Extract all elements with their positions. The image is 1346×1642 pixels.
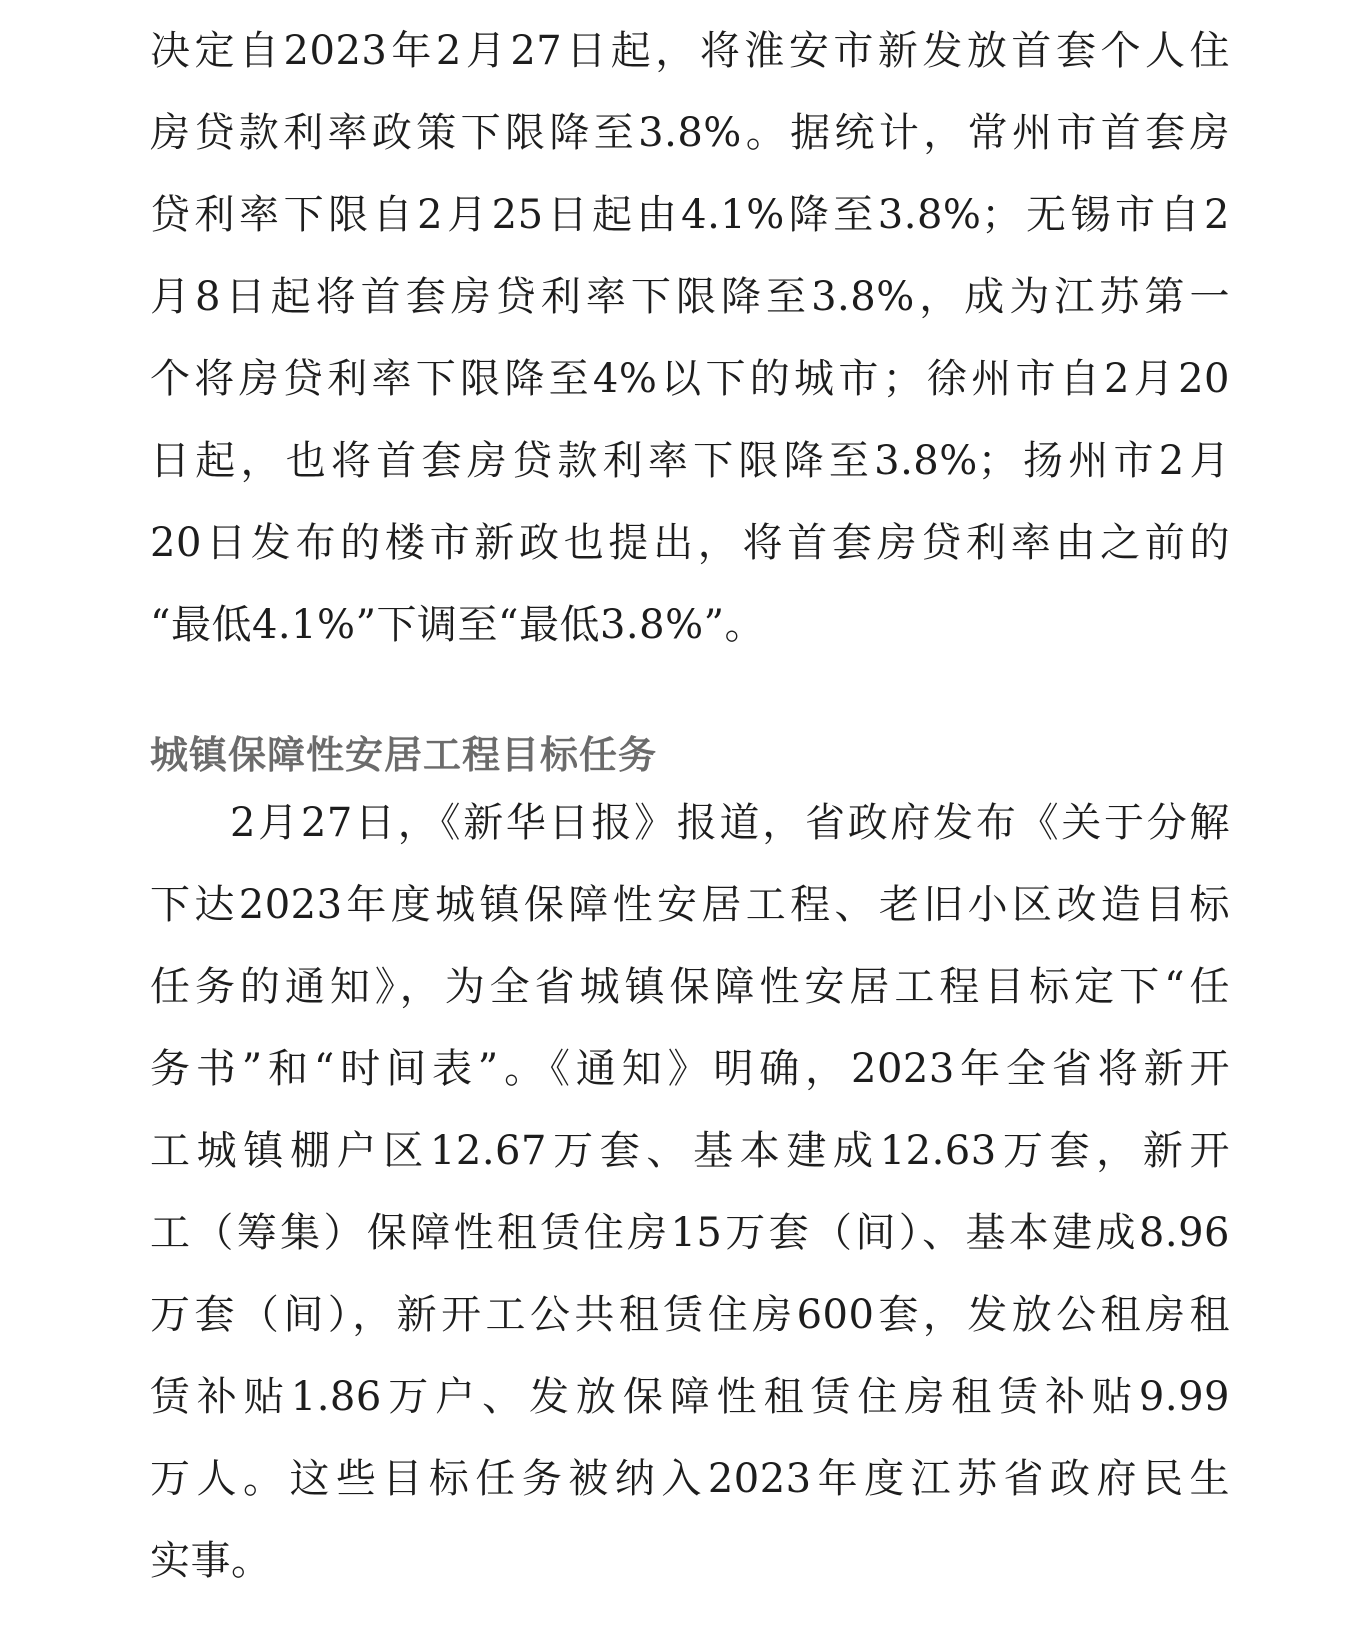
text-line: 实事。 bbox=[150, 1538, 272, 1584]
text-line: 工城镇棚户区12.67万套、基本建成12.63万套，新开 bbox=[150, 1128, 1230, 1174]
text-line: 决定自2023年2月27日起，将淮安市新发放首套个人住 bbox=[150, 28, 1230, 74]
text-line: 贷利率下限自2月25日起由4.1%降至3.8%；无锡市自2 bbox=[150, 192, 1230, 238]
paragraph-interest-rate-policy bbox=[150, 10, 1230, 666]
section-heading: 城镇保障性安居工程目标任务 bbox=[150, 733, 658, 777]
paragraph-housing-targets bbox=[150, 782, 1230, 1602]
text-line: 任务的通知》，为全省城镇保障性安居工程目标定下“任 bbox=[150, 964, 1230, 1010]
text-line: 务书”和“时间表”。《通知》明确，2023年全省将新开 bbox=[150, 1046, 1230, 1092]
text-line: “最低4.1%”下调至“最低3.8%”。 bbox=[150, 602, 766, 648]
text-line: 2月27日，《新华日报》报道，省政府发布《关于分解 bbox=[230, 800, 1230, 846]
text-line: 万套（间），新开工公共租赁住房600套，发放公租房租 bbox=[150, 1292, 1230, 1338]
text-line: 20日发布的楼市新政也提出，将首套房贷利率由之前的 bbox=[150, 520, 1230, 566]
text-line: 日起，也将首套房贷款利率下限降至3.8%；扬州市2月 bbox=[150, 438, 1230, 484]
text-line: 工（筹集）保障性租赁住房15万套（间）、基本建成8.96 bbox=[150, 1210, 1230, 1256]
text-line: 个将房贷利率下限降至4%以下的城市；徐州市自2月20 bbox=[150, 356, 1230, 402]
text-line: 房贷款利率政策下限降至3.8%。据统计，常州市首套房 bbox=[150, 110, 1230, 156]
text-line: 万人。这些目标任务被纳入2023年度江苏省政府民生 bbox=[150, 1456, 1230, 1502]
text-line: 月8日起将首套房贷利率下限降至3.8%，成为江苏第一 bbox=[150, 274, 1230, 320]
text-line: 下达2023年度城镇保障性安居工程、老旧小区改造目标 bbox=[150, 882, 1230, 928]
text-line: 赁补贴1.86万户、发放保障性租赁住房租赁补贴9.99 bbox=[150, 1374, 1230, 1420]
